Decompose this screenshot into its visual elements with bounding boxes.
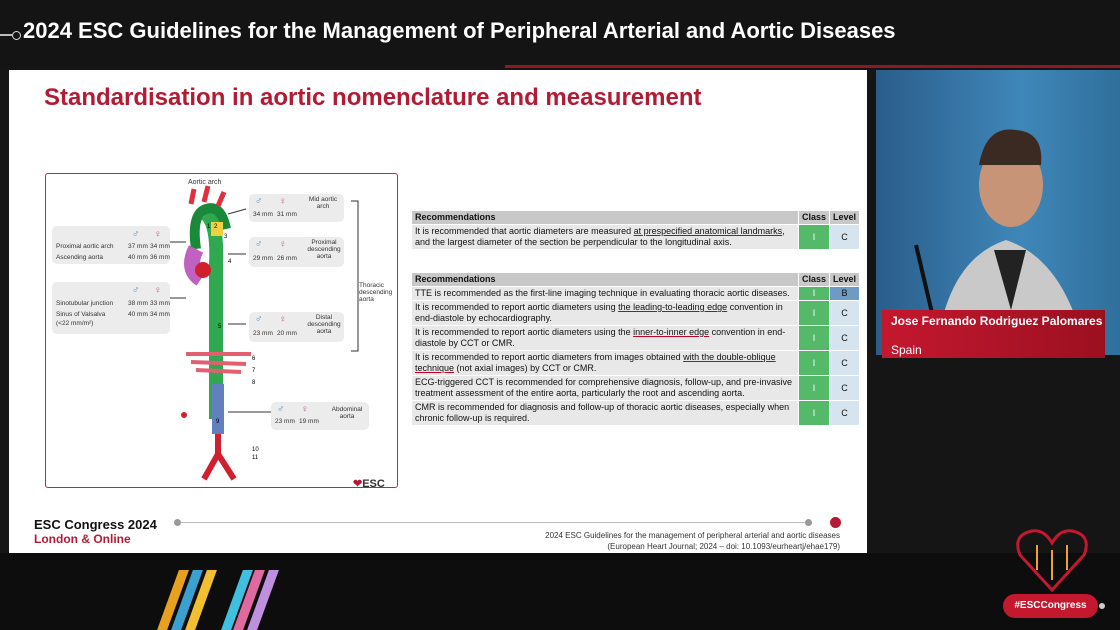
class-cell: I [799,326,830,351]
level-cell: C [830,225,860,250]
segment-number: 5 [218,324,222,330]
aortic-root-shape [195,262,211,278]
table-row [412,326,860,351]
measure-box-arch [52,226,170,264]
class-cell: I [799,376,830,401]
progress-dot-active [830,517,841,528]
class-cell: I [799,301,830,326]
female-icon: ♀ [154,229,162,240]
slide-title: Standardisation in aortic nomenclature and measurement [44,84,702,111]
male-value: 40 mm [128,254,148,261]
segment-label: Mid aortic arch [308,196,338,210]
recommendations-table-2 [411,272,860,426]
header-class: Class [799,273,830,287]
header-recommendations: Recommendations [412,211,799,225]
segment-label: Abdominal aorta [331,406,363,420]
guideline-reference [545,530,840,552]
male-icon: ♂ [132,229,140,240]
female-icon: ♀ [154,285,162,296]
recommendation-text: It is recommended that aortic diameters are measured at prespecified anatomical landmarks, and the largest diameter of the section be perpendicular to the longitudinal axis. [412,225,799,250]
segment-number: 9 [216,419,220,425]
measure-label: Ascending aorta [56,254,103,261]
segment-number: 0 [186,238,190,244]
male-value: 40 mm [128,311,148,318]
accent-line [505,65,1120,68]
class-cell: I [799,225,830,250]
male-value: 23 mm [275,418,295,425]
slide-progress-line [181,522,809,523]
measure-label: Proximal aortic arch [56,243,114,250]
female-icon: ♀ [301,404,309,415]
measure-label: Sinus of Valsalva [56,311,106,318]
segment-number: 6 [252,356,256,362]
female-value: 26 mm [277,255,297,262]
recommendation-text: It is recommended to report aortic diameters using the inner-to-inner edge convention in end-diastole by CCT or CMR. [412,326,799,351]
header-level: Level [830,273,860,287]
segment-number: 10 [252,447,259,453]
cursor-pointer-dot [181,412,187,418]
measure-box-mid-arch [249,194,344,222]
male-icon: ♂ [255,314,263,325]
segment-number: 11 [252,455,259,461]
arch-branches-shape [191,186,224,206]
thoracic-label: Thoracic descending aorta [359,282,393,303]
esc-logo-text: ESC [362,478,385,490]
decor-line [0,34,12,36]
esc-logo [353,477,385,490]
esc-heart-logo [1012,525,1092,595]
female-icon: ♀ [279,314,287,325]
reference-line: 2024 ESC Guidelines for the management of peripheral arterial and aortic diseases [545,531,840,540]
segment-number: 2 [214,224,218,230]
segment-label: Proximal descending aorta [307,239,341,260]
recommendation-text: ECG-triggered CCT is recommended for comprehensive diagnosis, follow-up, and pre-invasive treatment assessment of the entire aorta, particularly the root and ascending aorta. [412,376,799,401]
male-value: 38 mm [128,300,148,307]
measure-box-root [52,282,170,334]
female-value: 20 mm [277,330,297,337]
male-icon: ♂ [255,239,263,250]
female-icon: ♀ [279,239,287,250]
thoracic-bracket [351,201,358,351]
male-value: 23 mm [253,330,273,337]
progress-dot [174,519,181,526]
level-cell: C [830,401,860,426]
table-row [412,376,860,401]
speaker-country: Spain [891,343,922,357]
measure-box-abdominal [271,402,369,430]
recommendation-text: It is recommended to report aortic diameters from images obtained with the double-oblique technique (not axial images) by CCT or CMR. [412,351,799,376]
segment-number: 1 [207,224,211,230]
level-cell: C [830,301,860,326]
measure-sublabel: (<22 mm/m²) [56,320,94,327]
male-value: 34 mm [253,211,273,218]
male-value: 37 mm [128,243,148,250]
aorta-figure [45,173,398,488]
level-cell: C [830,351,860,376]
congress-location: London & Online [34,532,131,546]
level-cell: C [830,376,860,401]
male-icon: ♂ [132,285,140,296]
heart-icon: ❤ [353,478,363,490]
class-cell: I [799,401,830,426]
decor-dot [12,31,21,40]
segment-number: 3 [224,234,228,240]
abdominal-aorta-shape [212,384,224,434]
congress-name: ESC Congress 2024 [34,517,157,532]
class-cell: I [799,287,830,301]
female-value: 34 mm [150,243,170,250]
male-value: 29 mm [253,255,273,262]
table-row [412,351,860,376]
measure-box-proximal-descending [249,237,344,267]
decor-dot [1099,603,1105,609]
level-cell: B [830,287,860,301]
broadcast-title: 2024 ESC Guidelines for the Management of Peripheral Arterial and Aortic Diseases [23,18,896,43]
table-row [412,401,860,426]
speaker-nameplate [882,310,1105,358]
reference-line: (European Heart Journal; 2024 – doi: 10.1093/eurheartj/ehae179) [607,542,840,551]
male-icon: ♂ [255,196,263,207]
measure-label: Sinotubular junction [56,300,114,307]
female-icon: ♀ [279,196,287,207]
segment-number: 4 [228,259,232,265]
segment-label: Distal descending aorta [307,314,341,335]
header-recommendations: Recommendations [412,273,799,287]
female-value: 33 mm [150,300,170,307]
segment-number: 7 [252,368,256,374]
table-row [412,225,860,250]
female-value: 19 mm [299,418,319,425]
female-value: 36 mm [150,254,170,261]
header-class: Class [799,211,830,225]
female-value: 34 mm [150,311,170,318]
table-row [412,301,860,326]
male-icon: ♂ [277,404,285,415]
header-level: Level [830,211,860,225]
progress-dot [805,519,812,526]
female-value: 31 mm [277,211,297,218]
level-cell: C [830,326,860,351]
speaker-name: Jose Fernando Rodriguez Palomares [891,314,1103,328]
recommendation-text: TTE is recommended as the first-line imaging technique in evaluating thoracic aortic diseases. [412,287,799,301]
presentation-slide [9,70,867,553]
hashtag-badge: #ESCCongress [1003,594,1098,618]
recommendation-text: It is recommended to report aortic diameters using the leading-to-leading edge convention in end-diastole by echocardiography. [412,301,799,326]
recommendation-text: CMR is recommended for diagnosis and follow-up of thoracic aortic diseases, especially when chronic follow-up is required. [412,401,799,426]
measure-box-distal-descending [249,312,344,342]
recommendations-table-1 [411,210,860,250]
table-row [412,287,860,301]
aortic-arch-label: Aortic arch [188,179,222,186]
stage-background [0,553,1120,630]
class-cell: I [799,351,830,376]
title-bar [0,0,1120,67]
segment-number: 8 [252,380,256,386]
